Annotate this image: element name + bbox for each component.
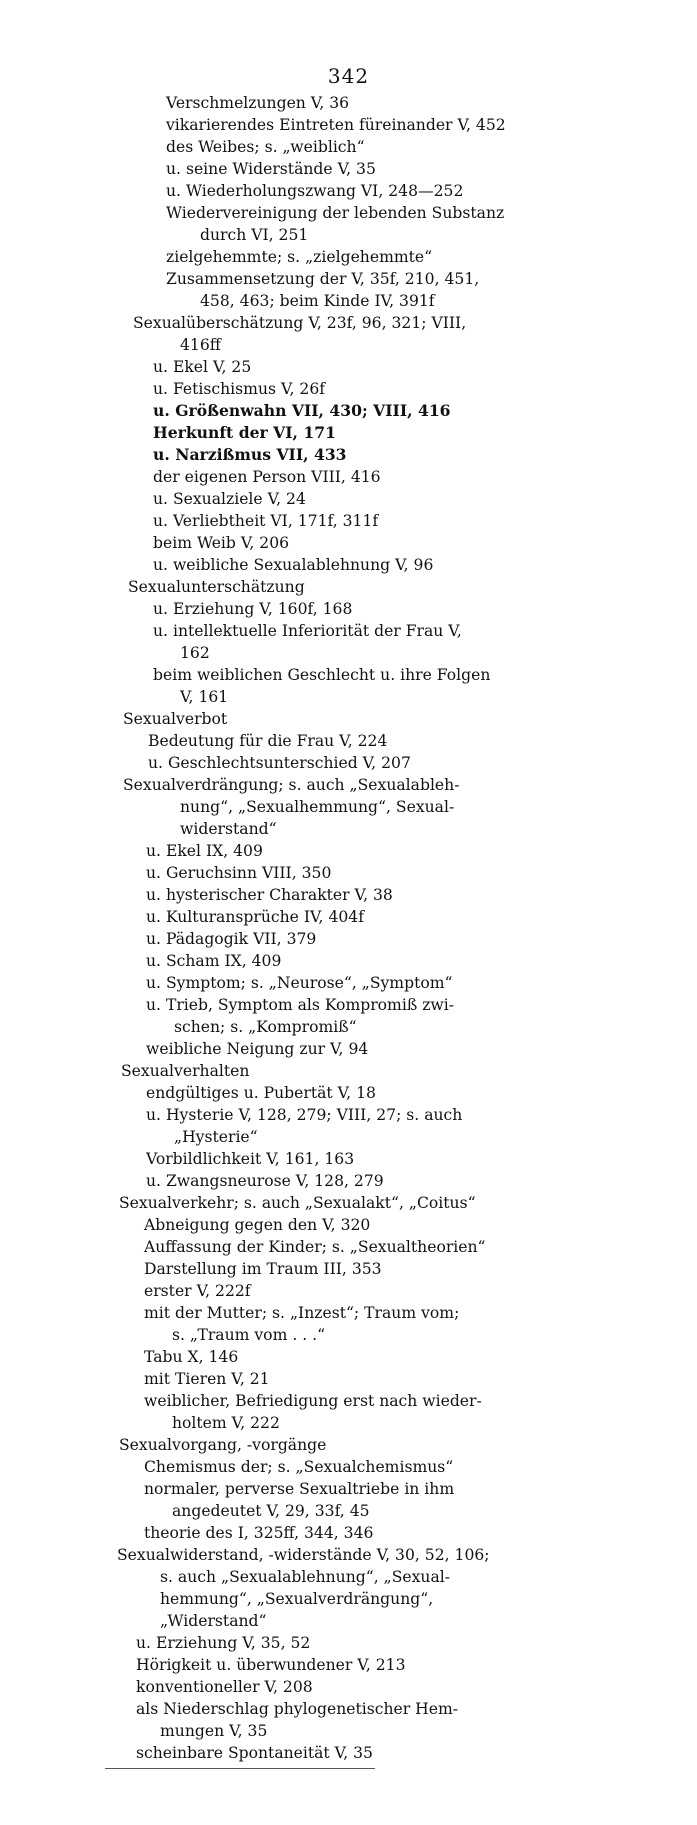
index-line: u. Verliebtheit VI, 171f, 311f (153, 512, 379, 530)
index-line: Hörigkeit u. überwundener V, 213 (136, 1656, 406, 1674)
index-line: mungen V, 35 (160, 1722, 268, 1740)
index-line: konventioneller V, 208 (136, 1678, 313, 1696)
index-line: u. Scham IX, 409 (146, 952, 282, 970)
index-line: Vorbildlichkeit V, 161, 163 (146, 1150, 355, 1168)
index-line: theorie des I, 325ff, 344, 346 (144, 1524, 374, 1542)
index-line: u. Wiederholungszwang VI, 248—252 (166, 182, 464, 200)
index-line: V, 161 (180, 688, 229, 706)
index-line: 162 (180, 644, 210, 662)
index-line: u. Erziehung V, 160f, 168 (153, 600, 353, 618)
index-line: Chemismus der; s. „Sexualchemismus“ (144, 1458, 454, 1476)
index-line: u. Sexualziele V, 24 (153, 490, 306, 508)
index-line: Herkunft der VI, 171 (153, 423, 336, 442)
index-line: 458, 463; beim Kinde IV, 391f (200, 292, 435, 310)
index-line: u. Zwangsneurose V, 128, 279 (146, 1172, 384, 1190)
index-line: hemmung“, „Sexualverdrängung“, (160, 1590, 434, 1608)
index-line: u. Ekel IX, 409 (146, 842, 263, 860)
index-line: angedeutet V, 29, 33f, 45 (172, 1502, 370, 1520)
index-line: s. auch „Sexualablehnung“, „Sexual- (160, 1568, 451, 1586)
index-line: mit der Mutter; s. „Inzest“; Traum vom; (144, 1304, 460, 1322)
index-line: „Hysterie“ (174, 1128, 258, 1146)
index-line: endgültiges u. Pubertät V, 18 (146, 1084, 376, 1102)
index-line: nung“, „Sexualhemmung“, Sexual- (180, 798, 455, 816)
index-line: als Niederschlag phylogenetischer Hem- (136, 1700, 459, 1718)
index-line: Sexualverhalten (121, 1062, 250, 1080)
index-line: durch VI, 251 (200, 226, 309, 244)
index-line: u. Narzißmus VII, 433 (153, 445, 347, 464)
index-line: 416ff (180, 336, 221, 354)
index-line: zielgehemmte; s. „zielgehemmte“ (166, 248, 433, 266)
index-line: Sexualverkehr; s. auch „Sexualakt“, „Coitus“ (119, 1194, 476, 1212)
index-line: beim Weib V, 206 (153, 534, 290, 552)
index-line: „Widerstand“ (160, 1612, 267, 1630)
index-line: Zusammensetzung der V, 35f, 210, 451, (166, 270, 480, 288)
index-line: erster V, 222f (144, 1282, 251, 1300)
index-line: u. Größenwahn VII, 430; VIII, 416 (153, 401, 451, 420)
index-line: Bedeutung für die Frau V, 224 (148, 732, 388, 750)
page-number: 342 (327, 64, 370, 88)
index-line: scheinbare Spontaneität V, 35 (136, 1744, 373, 1762)
index-line: u. Geschlechtsunterschied V, 207 (148, 754, 411, 772)
index-line: u. Trieb, Symptom als Kompromiß zwi- (146, 996, 455, 1014)
index-line: u. intellektuelle Inferiorität der Frau V, (153, 622, 462, 640)
index-line: u. hysterischer Charakter V, 38 (146, 886, 393, 904)
index-line: u. seine Widerstände V, 35 (166, 160, 376, 178)
index-line: Darstellung im Traum III, 353 (144, 1260, 382, 1278)
bottom-rule (105, 1768, 375, 1769)
index-line: u. weibliche Sexualablehnung V, 96 (153, 556, 434, 574)
index-line: u. Erziehung V, 35, 52 (136, 1634, 311, 1652)
index-line: des Weibes; s. „weiblich“ (166, 138, 365, 156)
index-line: u. Kulturansprüche IV, 404f (146, 908, 364, 926)
index-line: Sexualvorgang, -vorgänge (119, 1436, 327, 1454)
index-line: u. Symptom; s. „Neurose“, „Symptom“ (146, 974, 453, 992)
index-line: Abneigung gegen den V, 320 (144, 1216, 371, 1234)
index-line: der eigenen Person VIII, 416 (153, 468, 381, 486)
index-line: Sexualunterschätzung (128, 578, 305, 596)
index-line: u. Geruchsinn VIII, 350 (146, 864, 332, 882)
index-line: s. „Traum vom . . .“ (172, 1326, 326, 1344)
index-line: beim weiblichen Geschlecht u. ihre Folgen (153, 666, 491, 684)
index-line: holtem V, 222 (172, 1414, 280, 1432)
index-line: vikarierendes Eintreten füreinander V, 452 (166, 116, 506, 134)
index-line: Auffassung der Kinder; s. „Sexualtheorien“ (144, 1238, 486, 1256)
index-line: u. Pädagogik VII, 379 (146, 930, 317, 948)
index-line: Sexualverbot (123, 710, 228, 728)
index-line: u. Hysterie V, 128, 279; VIII, 27; s. auch (146, 1106, 463, 1124)
index-line: Sexualwiderstand, -widerstände V, 30, 52, 106; (117, 1546, 490, 1564)
index-line: schen; s. „Kompromiß“ (174, 1018, 357, 1036)
index-line: Sexualverdrängung; s. auch „Sexualableh- (123, 776, 460, 794)
index-line: weiblicher, Befriedigung erst nach wieder- (144, 1392, 482, 1410)
index-line: Wiedervereinigung der lebenden Substanz (166, 204, 505, 222)
index-line: Sexualüberschätzung V, 23f, 96, 321; VIII, (133, 314, 467, 332)
index-line: normaler, perverse Sexualtriebe in ihm (144, 1480, 455, 1498)
index-line: u. Ekel V, 25 (153, 358, 252, 376)
index-line: Tabu X, 146 (144, 1348, 239, 1366)
index-line: mit Tieren V, 21 (144, 1370, 270, 1388)
index-line: u. Fetischismus V, 26f (153, 380, 326, 398)
index-line: widerstand“ (180, 820, 277, 838)
index-line: Verschmelzungen V, 36 (166, 94, 350, 112)
index-line: weibliche Neigung zur V, 94 (146, 1040, 369, 1058)
